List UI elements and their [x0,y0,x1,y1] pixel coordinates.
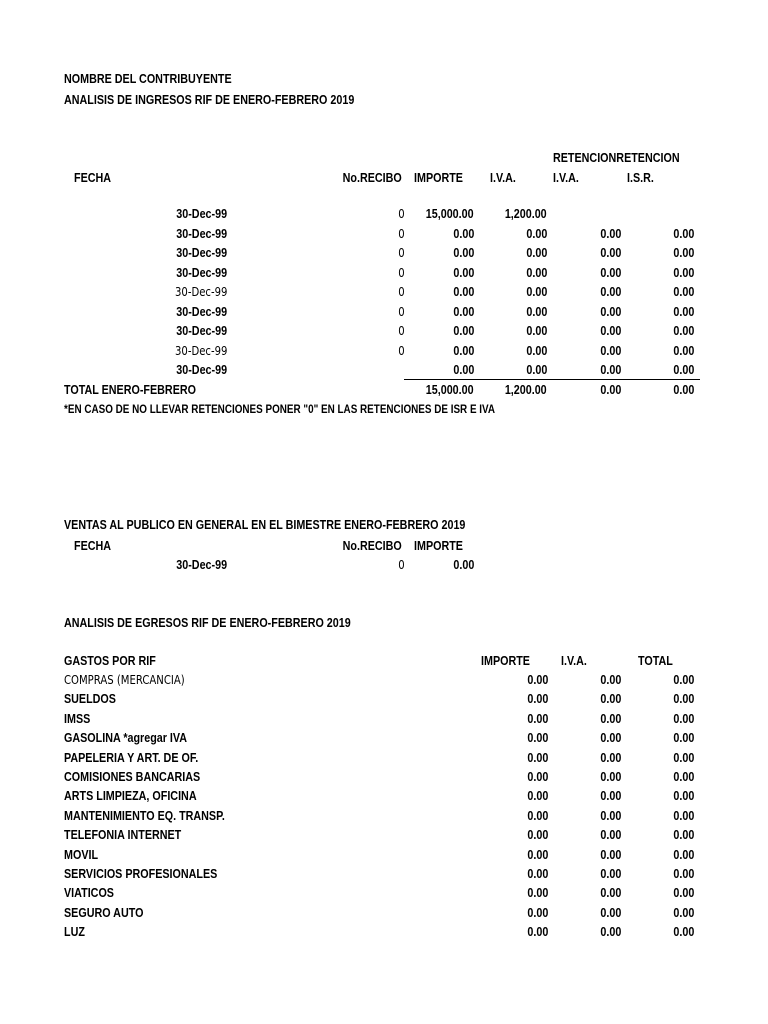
total-label: TOTAL ENERO-FEBRERO [64,383,196,397]
total-ret-iva: 0.00 [600,383,621,397]
expense-concept: MANTENIMIENTO EQ. TRANSP. [64,809,225,823]
fecha-header: FECHA [74,171,112,185]
expense-iva: 0.00 [600,770,621,784]
expense-concept: MOVIL [64,848,99,862]
total-iva: 1,200.00 [505,383,547,397]
expense-importe: 0.00 [527,867,548,881]
row-ret-isr: 0.00 [673,266,694,280]
expense-iva: 0.00 [600,906,621,920]
row-recibo: 0 [398,207,405,221]
expense-iva: 0.00 [600,867,621,881]
expense-iva: 0.00 [600,751,621,765]
expense-iva: 0.00 [600,692,621,706]
expense-importe: 0.00 [527,886,548,900]
expense-iva: 0.00 [600,731,621,745]
sales-fecha: 30-Dec-99 [176,558,227,572]
recibo-header: No.RECIBO [342,171,402,185]
sales-recibo-header: No.RECIBO [342,539,402,553]
row-fecha: 30-Dec-99 [176,324,227,338]
row-iva: 0.00 [526,363,547,377]
egresos-total-header: TOTAL [638,654,673,668]
egresos-importe-header: IMPORTE [481,654,530,668]
row-ret-isr: 0.00 [673,227,694,241]
ret-isr-header: I.S.R. [627,171,654,185]
expense-iva: 0.00 [600,828,621,842]
row-recibo: 0 [398,285,405,299]
row-ret-iva: 0.00 [600,246,621,260]
sales-importe: 0.00 [453,558,474,572]
expense-iva: 0.00 [600,848,621,862]
expense-concept: SUELDOS [64,692,116,706]
expense-total: 0.00 [673,692,694,706]
expense-concept: SERVICIOS PROFESIONALES [64,867,218,881]
income-analysis-title: ANALISIS DE INGRESOS RIF DE ENERO-FEBRERO 2019 [64,93,355,107]
importe-header: IMPORTE [414,171,463,185]
taxpayer-name: NOMBRE DEL CONTRIBUYENTE [64,72,232,86]
row-importe: 0.00 [453,363,474,377]
expense-iva: 0.00 [600,809,621,823]
row-ret-iva: 0.00 [600,227,621,241]
row-importe: 0.00 [453,305,474,319]
total-rule [404,379,700,380]
row-iva: 0.00 [526,344,547,358]
expense-total: 0.00 [673,886,694,900]
row-iva: 0.00 [526,305,547,319]
row-ret-iva: 0.00 [600,344,621,358]
row-fecha: 30-Dec-99 [174,344,227,358]
expense-iva: 0.00 [600,712,621,726]
expense-importe: 0.00 [527,809,548,823]
expense-concept: IMSS [64,712,91,726]
expense-total: 0.00 [673,867,694,881]
row-importe: 0.00 [453,246,474,260]
row-recibo: 0 [398,227,405,241]
expense-concept: TELEFONIA INTERNET [64,828,182,842]
expense-importe: 0.00 [527,751,548,765]
expense-total: 0.00 [673,751,694,765]
row-ret-isr: 0.00 [673,344,694,358]
row-ret-iva: 0.00 [600,305,621,319]
row-importe: 0.00 [453,324,474,338]
expense-importe: 0.00 [527,848,548,862]
expense-iva: 0.00 [600,673,621,687]
row-recibo: 0 [398,266,405,280]
expense-concept: SEGURO AUTO [64,906,144,920]
expense-total: 0.00 [673,906,694,920]
gastos-header: GASTOS POR RIF [64,654,156,668]
row-ret-isr: 0.00 [673,363,694,377]
expense-total: 0.00 [673,789,694,803]
expense-importe: 0.00 [527,770,548,784]
iva-header: I.V.A. [490,171,516,185]
sales-title: VENTAS AL PUBLICO EN GENERAL EN EL BIMESTRE ENERO-FEBRERO 2019 [64,518,466,532]
row-fecha: 30-Dec-99 [176,227,227,241]
expense-importe: 0.00 [527,828,548,842]
row-iva: 0.00 [526,227,547,241]
row-ret-isr: 0.00 [673,285,694,299]
sales-importe-header: IMPORTE [414,539,463,553]
row-iva: 0.00 [526,285,547,299]
row-recibo: 0 [398,305,405,319]
total-importe: 15,000.00 [426,383,474,397]
total-ret-isr: 0.00 [673,383,694,397]
expense-concept: COMPRAS (MERCANCIA) [64,673,185,687]
expense-concept: LUZ [64,925,85,939]
row-fecha: 30-Dec-99 [176,246,227,260]
row-ret-iva: 0.00 [600,363,621,377]
expense-total: 0.00 [673,673,694,687]
row-ret-iva: 0.00 [600,324,621,338]
expense-importe: 0.00 [527,712,548,726]
row-iva: 0.00 [526,324,547,338]
row-ret-isr: 0.00 [673,324,694,338]
expense-importe: 0.00 [527,692,548,706]
retention-note: *EN CASO DE NO LLEVAR RETENCIONES PONER "0" EN LAS RETENCIONES DE ISR E IVA [64,404,496,416]
expense-importe: 0.00 [527,906,548,920]
row-importe: 0.00 [453,227,474,241]
row-fecha: 30-Dec-99 [174,285,227,299]
row-iva: 0.00 [526,246,547,260]
expense-iva: 0.00 [600,886,621,900]
expense-concept: PAPELERIA Y ART. DE OF. [64,751,199,765]
row-importe: 0.00 [453,285,474,299]
expense-importe: 0.00 [527,925,548,939]
expense-concept: COMISIONES BANCARIAS [64,770,201,784]
expense-iva: 0.00 [600,925,621,939]
row-recibo: 0 [398,246,405,260]
row-ret-isr: 0.00 [673,305,694,319]
expense-iva: 0.00 [600,789,621,803]
row-fecha: 30-Dec-99 [176,266,227,280]
row-fecha: 30-Dec-99 [176,207,227,221]
row-fecha: 30-Dec-99 [176,305,227,319]
ret-iva-header: I.V.A. [553,171,579,185]
expense-total: 0.00 [673,712,694,726]
row-recibo: 0 [398,344,405,358]
row-ret-iva: 0.00 [600,266,621,280]
row-ret-isr: 0.00 [673,246,694,260]
expense-importe: 0.00 [527,731,548,745]
expense-concept: ARTS LIMPIEZA, OFICINA [64,789,197,803]
row-importe: 0.00 [453,344,474,358]
expense-total: 0.00 [673,828,694,842]
expense-concept: VIATICOS [64,886,114,900]
expenses-title: ANALISIS DE EGRESOS RIF DE ENERO-FEBRERO 2019 [64,616,351,630]
retencion-header: RETENCIONRETENCION [553,151,680,165]
row-ret-iva: 0.00 [600,285,621,299]
row-fecha: 30-Dec-99 [176,363,227,377]
egresos-iva-header: I.V.A. [561,654,587,668]
row-importe: 15,000.00 [426,207,474,221]
row-iva: 1,200.00 [505,207,547,221]
expense-total: 0.00 [673,925,694,939]
expense-concept: GASOLINA *agregar IVA [64,731,188,745]
expense-total: 0.00 [673,848,694,862]
expense-total: 0.00 [673,731,694,745]
sales-fecha-header: FECHA [74,539,112,553]
sales-recibo: 0 [398,558,405,572]
expense-importe: 0.00 [527,789,548,803]
expense-total: 0.00 [673,809,694,823]
expense-importe: 0.00 [527,673,548,687]
row-recibo: 0 [398,324,405,338]
row-iva: 0.00 [526,266,547,280]
row-importe: 0.00 [453,266,474,280]
expense-total: 0.00 [673,770,694,784]
